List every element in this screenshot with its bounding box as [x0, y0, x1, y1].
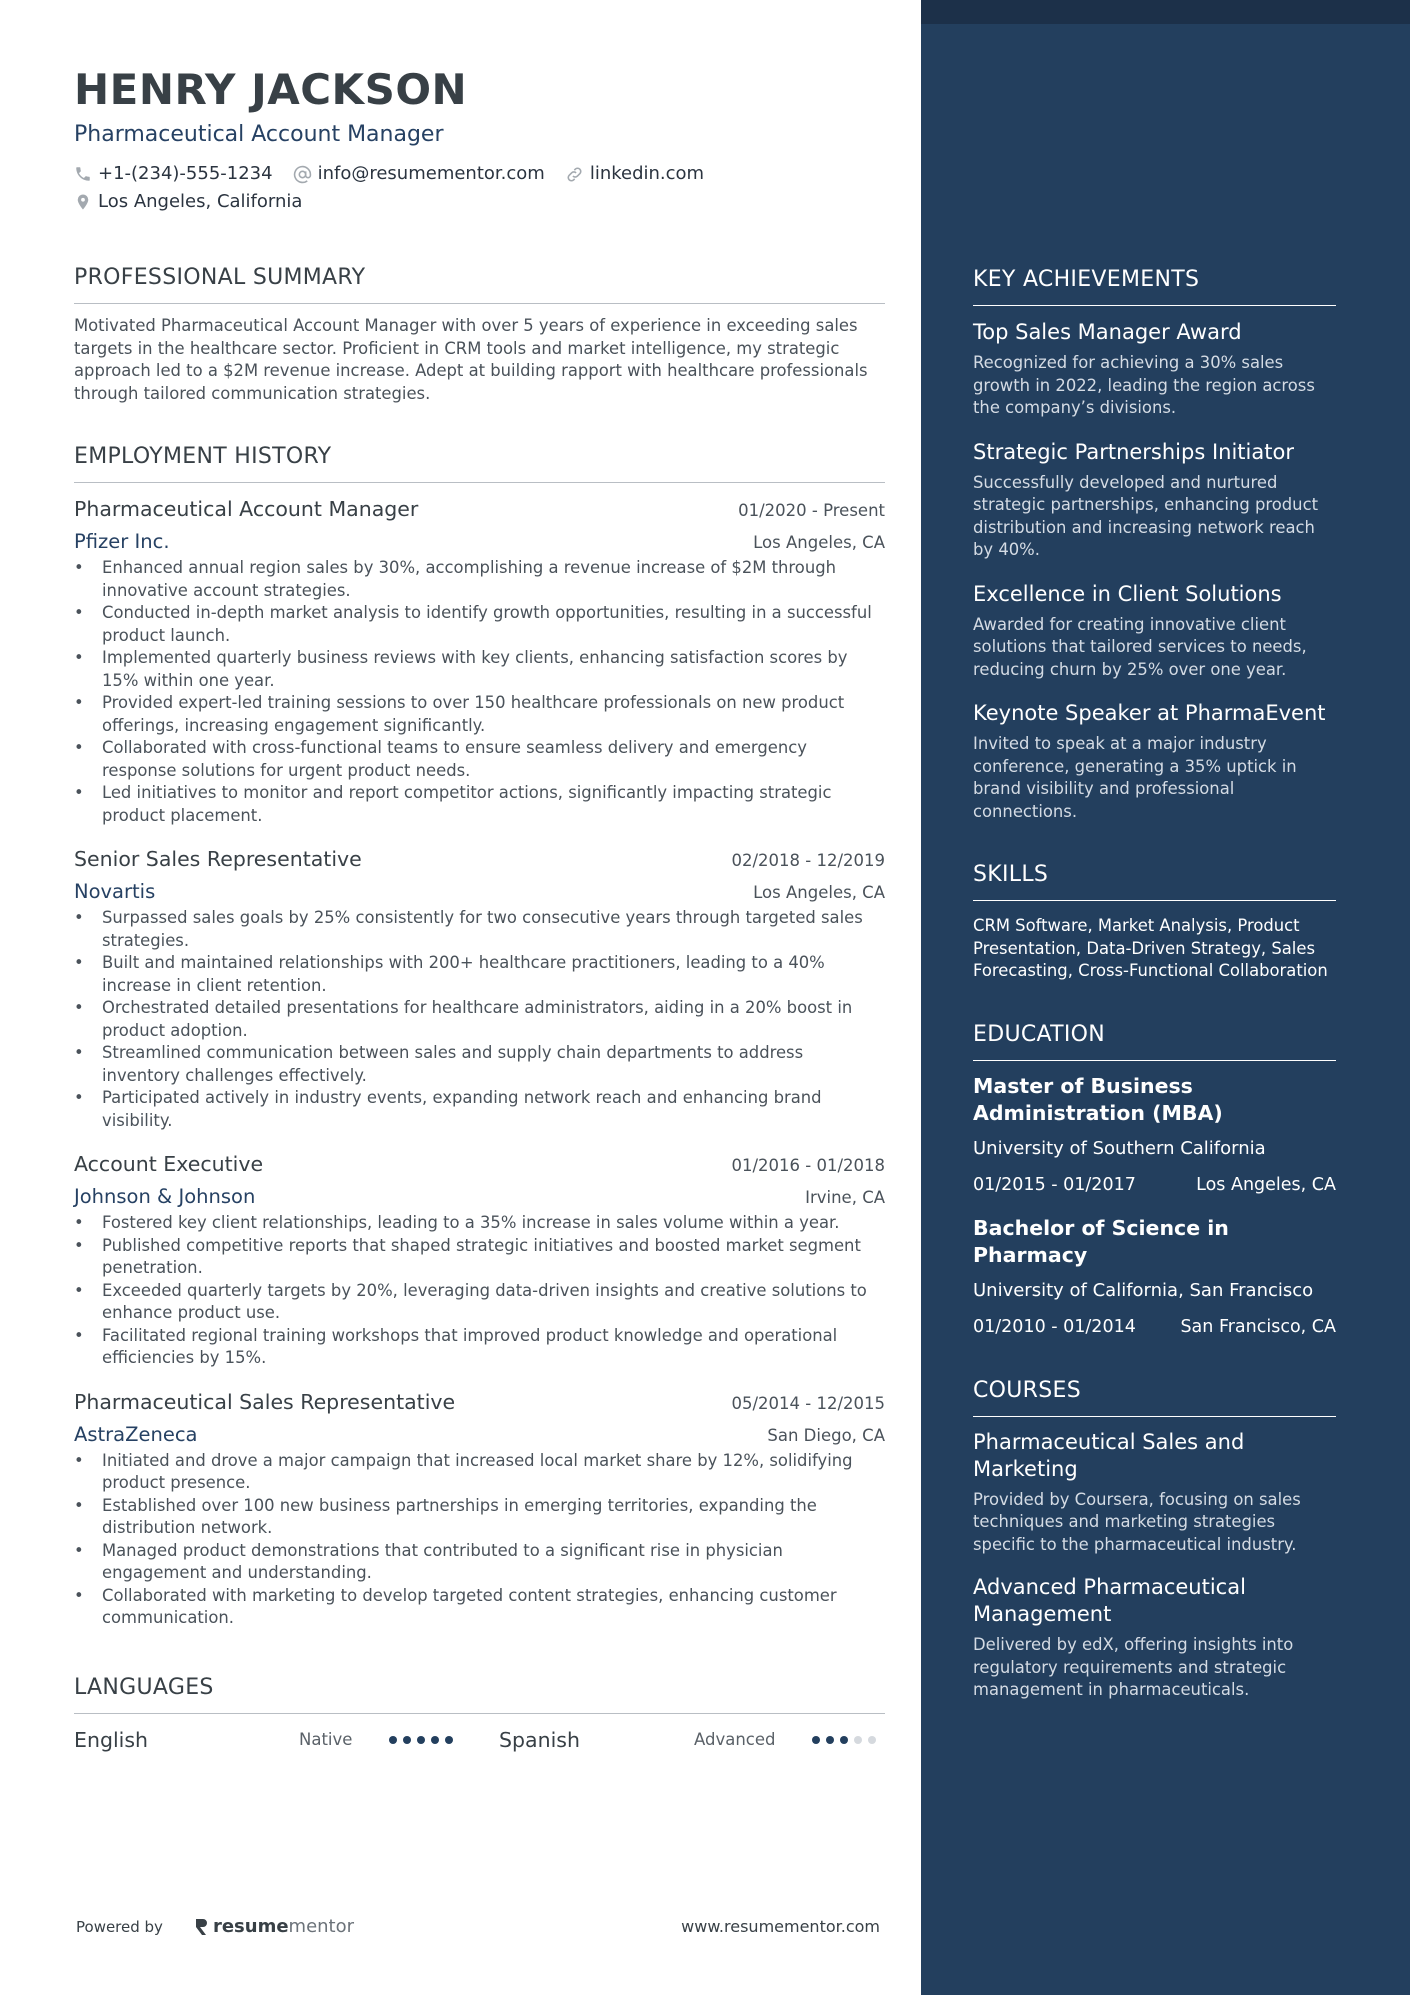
- achievement-desc: Successfully developed and nurtured strategic partnerships, enhancing product distribution and increasing network reach by 40%.: [973, 472, 1319, 559]
- achievement-item: [973, 580, 1336, 682]
- phone-number: +1-(234)-555-1234: [98, 163, 273, 184]
- bullet-item: • Orchestrated detailed presentations for healthcare administrators, aiding in a 20% boost in product adoption.: [74, 997, 885, 1042]
- education-heading: EDUCATION: [973, 1021, 1336, 1061]
- language-level: Native: [299, 1730, 353, 1749]
- course-title: Advanced Pharmaceutical Management: [973, 1575, 1246, 1626]
- linkedin-contact[interactable]: [565, 162, 704, 186]
- course-item: [973, 1574, 1336, 1702]
- bullet-item: • Enhanced annual region sales by 30%, accomplishing a revenue increase of $2M through innovative account strategies.: [74, 557, 885, 602]
- language-name: Spanish: [499, 1727, 580, 1752]
- brand-logo[interactable]: [193, 1916, 354, 1937]
- job-company: Johnson & Johnson: [74, 1185, 256, 1208]
- powered-by: [76, 1916, 354, 1937]
- education-dates: 01/2010 - 01/2014: [973, 1316, 1136, 1337]
- job-bullets: [74, 907, 885, 1132]
- rating-dot-filled: [840, 1736, 848, 1744]
- rating-dot-filled: [826, 1736, 834, 1744]
- rating-dot-empty: [854, 1736, 862, 1744]
- achievement-item: [973, 438, 1336, 562]
- rating-dot-filled: [417, 1736, 425, 1744]
- education-item: [973, 1215, 1336, 1339]
- sidebar-top-bar: [921, 0, 1410, 24]
- achievements-heading: KEY ACHIEVEMENTS: [973, 266, 1336, 306]
- bullet-item: • Established over 100 new business partnerships in emerging territories, expanding the distribution network.: [74, 1495, 885, 1540]
- job-bullets: [74, 557, 885, 827]
- education-location: San Francisco, CA: [1180, 1316, 1336, 1337]
- achievement-desc: Recognized for achieving a 30% sales growth in 2022, leading the region across the company’s divisions.: [973, 353, 1315, 417]
- job-location: Los Angeles, CA: [753, 883, 885, 902]
- job-dates: 05/2014 - 12/2015: [731, 1393, 885, 1413]
- course-desc: Delivered by edX, offering insights into regulatory requirements and strategic management in pharmaceuticals.: [973, 1635, 1294, 1699]
- contact-row: [74, 162, 885, 186]
- education-degree: Bachelor of Science in Pharmacy: [973, 1215, 1229, 1267]
- skills-heading: SKILLS: [973, 861, 1336, 901]
- achievement-title: Top Sales Manager Award: [973, 320, 1242, 344]
- course-desc: Provided by Coursera, focusing on sales techniques and marketing strategies specific to the pharmaceutical industry.: [973, 1489, 1301, 1554]
- employment-heading: EMPLOYMENT HISTORY: [74, 443, 885, 483]
- languages-row: [74, 1726, 885, 1754]
- achievement-title: Excellence in Client Solutions: [973, 581, 1282, 606]
- education-location: Los Angeles, CA: [1196, 1174, 1336, 1195]
- bullet-item: • Led initiatives to monitor and report competitor actions, significantly impacting strategic product placement.: [74, 782, 885, 827]
- bullet-item: • Conducted in-depth market analysis to identify growth opportunities, resulting in a successful product launch.: [74, 602, 885, 647]
- job-company: AstraZeneca: [74, 1422, 198, 1446]
- bullet-item: • Provided expert-led training sessions to over 150 healthcare professionals on new product offerings, increasing engagement significantly.: [74, 692, 885, 737]
- job-title: Pharmaceutical Sales Representative: [74, 1389, 456, 1414]
- sidebar: [921, 0, 1410, 1995]
- linkedin-link: linkedin.com: [589, 163, 705, 184]
- footer-url[interactable]: www.resumementor.com: [681, 1917, 880, 1936]
- language-level: Advanced: [694, 1730, 776, 1749]
- summary-text: Motivated Pharmaceutical Account Manager with over 5 years of experience in exceeding sales targets in the healthcare sector. Proficient in CRM tools and market intelligence, my strategic approach led to a $2M revenue increase. Adept at building rapport with healthcare professionals through tailored communication strategies.: [74, 316, 868, 403]
- bullet-item: • Surpassed sales goals by 25% consistently for two consecutive years through targeted sales strategies.: [74, 907, 885, 952]
- education-school: University of Southern California: [973, 1137, 1266, 1159]
- candidate-title: Pharmaceutical Account Manager: [74, 122, 444, 147]
- bullet-item: • Collaborated with cross-functional teams to ensure seamless delivery and emergency response solutions for urgent product needs.: [74, 737, 885, 782]
- phone-contact[interactable]: [74, 162, 273, 186]
- language-rating: [389, 1736, 499, 1744]
- achievement-item: [973, 318, 1336, 420]
- job-company: Pfizer Inc.: [74, 530, 170, 553]
- bullet-item: • Collaborated with marketing to develop targeted content strategies, enhancing customer communication.: [74, 1585, 885, 1630]
- footer: [76, 1916, 880, 1937]
- job-bullets: [74, 1450, 885, 1630]
- job-entry: [74, 1150, 885, 1370]
- rating-dot-empty: [868, 1736, 876, 1744]
- email-address: info@resumementor.com: [317, 163, 545, 184]
- education-dates: 01/2015 - 01/2017: [973, 1174, 1136, 1195]
- job-title: Senior Sales Representative: [74, 847, 362, 871]
- achievement-title: Strategic Partnerships Initiator: [973, 439, 1294, 464]
- languages-heading: LANGUAGES: [74, 1674, 885, 1714]
- bullet-item: • Streamlined communication between sales and supply chain departments to address inventory challenges effectively.: [74, 1042, 885, 1087]
- rating-dot-filled: [403, 1736, 411, 1744]
- phone-icon: [74, 165, 92, 183]
- location-pin-icon: [74, 192, 92, 212]
- skills-text: CRM Software, Market Analysis, Product Presentation, Data-Driven Strategy, Sales Forecasting, Cross-Functional Collaboration: [973, 916, 1328, 980]
- job-dates: 01/2016 - 01/2018: [731, 1156, 885, 1175]
- language-rating: [812, 1736, 876, 1744]
- job-bullets: [74, 1212, 885, 1370]
- powered-by-label: Powered by: [76, 1917, 163, 1936]
- education-item: [973, 1073, 1336, 1197]
- achievement-title: Keynote Speaker at PharmaEvent: [973, 701, 1326, 725]
- resumementor-logo-icon: [193, 1917, 209, 1937]
- education-degree: Master of Business Administration (MBA): [973, 1073, 1223, 1125]
- job-location: Los Angeles, CA: [753, 533, 885, 552]
- language-name: English: [74, 1727, 149, 1752]
- job-title: Pharmaceutical Account Manager: [74, 497, 419, 521]
- rating-dot-filled: [431, 1736, 439, 1744]
- rating-dot-filled: [445, 1736, 453, 1744]
- rating-dot-filled: [812, 1736, 820, 1744]
- summary-heading: PROFESSIONAL SUMMARY: [74, 264, 885, 304]
- bullet-item: • Exceeded quarterly targets by 20%, leveraging data-driven insights and creative solutions to enhance product use.: [74, 1280, 885, 1325]
- brand-bold: resume: [212, 1916, 289, 1937]
- job-dates: 01/2020 - Present: [738, 501, 885, 520]
- job-entry: [74, 845, 885, 1132]
- bullet-item: • Implemented quarterly business reviews with key clients, enhancing satisfaction scores by 15% within one year.: [74, 647, 885, 692]
- job-entry: [74, 495, 885, 827]
- brand-light: mentor: [288, 1916, 355, 1937]
- course-title: Pharmaceutical Sales and Marketing: [973, 1429, 1245, 1481]
- at-icon: [293, 165, 312, 184]
- job-entry: [74, 1388, 885, 1630]
- location-text: Los Angeles, California: [98, 191, 303, 212]
- education-school: University of California, San Francisco: [973, 1279, 1314, 1301]
- course-item: [973, 1429, 1336, 1557]
- bullet-item: • Managed product demonstrations that contributed to a significant rise in physician engagement and understanding.: [74, 1540, 885, 1585]
- bullet-item: • Built and maintained relationships with 200+ healthcare practitioners, leading to a 40% increase in client retention.: [74, 952, 885, 997]
- bullet-item: • Initiated and drove a major campaign that increased local market share by 12%, solidifying product presence.: [74, 1450, 885, 1495]
- bullet-item: • Fostered key client relationships, leading to a 35% increase in sales volume within a year.: [74, 1212, 885, 1235]
- job-location: San Diego, CA: [767, 1425, 885, 1445]
- job-company: Novartis: [74, 880, 156, 903]
- bullet-item: • Facilitated regional training workshops that improved product knowledge and operational efficiencies by 15%.: [74, 1325, 885, 1370]
- job-location: Irvine, CA: [805, 1188, 885, 1207]
- courses-heading: COURSES: [973, 1377, 1336, 1417]
- bullet-item: • Published competitive reports that shaped strategic initiatives and boosted market segment penetration.: [74, 1235, 885, 1280]
- achievement-desc: Invited to speak at a major industry conference, generating a 35% uptick in brand visibility and professional connections.: [973, 734, 1297, 821]
- job-title: Account Executive: [74, 1152, 264, 1176]
- bullet-item: • Participated actively in industry events, expanding network reach and enhancing brand visibility.: [74, 1087, 885, 1132]
- location-row: [74, 190, 885, 214]
- achievement-desc: Awarded for creating innovative client solutions that tailored services to needs, reducing churn by 25% over one year.: [973, 614, 1307, 679]
- candidate-name: HENRY JACKSON: [74, 65, 468, 114]
- achievement-item: [973, 699, 1336, 823]
- job-dates: 02/2018 - 12/2019: [731, 851, 885, 870]
- link-icon: [565, 165, 584, 184]
- location-contact: [74, 190, 302, 214]
- email-contact[interactable]: [293, 162, 545, 186]
- rating-dot-filled: [389, 1736, 397, 1744]
